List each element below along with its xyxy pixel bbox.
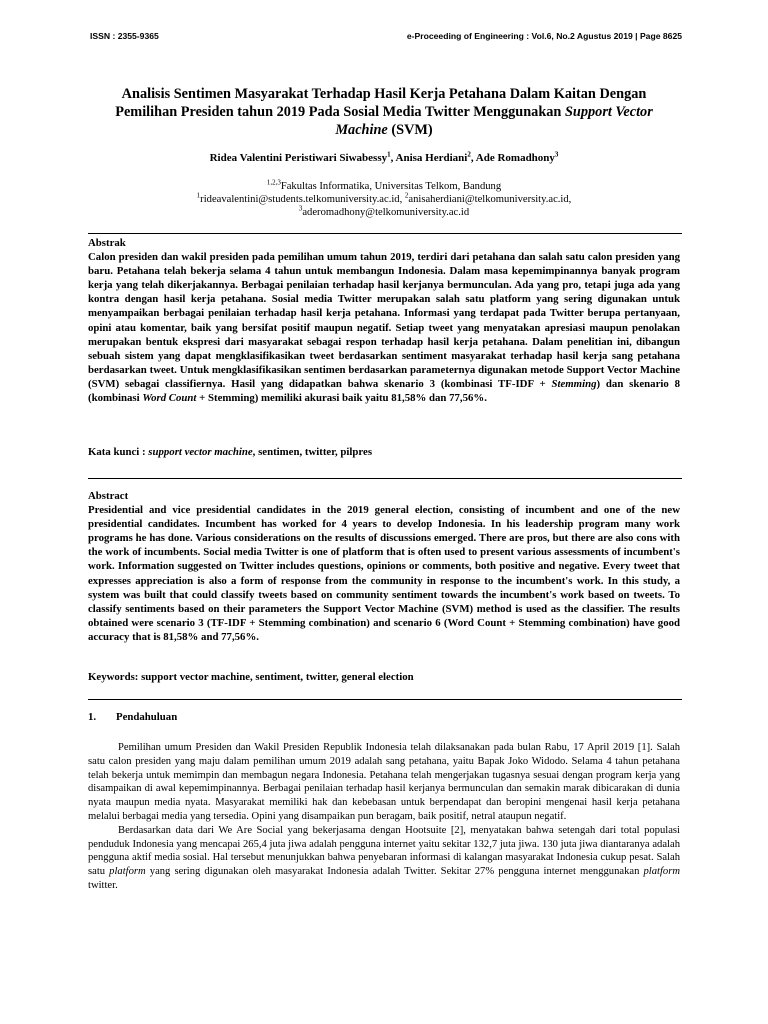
affil-sup: 1,2,3	[266, 178, 281, 187]
title-end: (SVM)	[391, 122, 433, 138]
author-2: Anisa Herdiani	[395, 152, 468, 164]
paper-title	[90, 85, 678, 139]
kata-kunci-italic: support vector machine	[148, 446, 253, 458]
issn: ISSN : 2355-9365	[90, 31, 159, 41]
email-3-sup: 3	[298, 204, 303, 213]
abstrak-text-3: + Stemming) memiliki akurasi baik yaitu 81,58% dan 77,56%.	[199, 392, 487, 405]
p2-italic-1: platform	[109, 866, 146, 878]
abstract-block	[88, 489, 680, 644]
divider-middle	[88, 478, 682, 479]
section-number: 1.	[88, 711, 97, 723]
p2-italic-2: platform	[643, 866, 680, 878]
title-main: Analisis Sentimen Masyarakat Terhadap Hasil Kerja Petahana Dalam Kaitan Dengan Pemilihan Presiden tahun 2019 Pada Sosial Media Twitter Menggunakan	[115, 86, 647, 120]
abstract-heading: Abstract	[88, 490, 129, 502]
abstrak-block	[88, 236, 680, 405]
divider-top	[88, 233, 682, 234]
paragraph-2	[88, 824, 680, 893]
author-3-sup: 3	[554, 150, 559, 159]
author-2-sup: 2	[467, 150, 471, 159]
section-title: Pendahuluan	[116, 711, 178, 723]
kata-kunci	[88, 446, 680, 458]
abstrak-italic-1: Stemming	[551, 377, 597, 390]
p2-text-c: twitter.	[88, 879, 118, 891]
faculty: Fakultas Informatika, Universitas Telkom, Bandung	[280, 181, 502, 192]
section-body	[88, 741, 680, 893]
email-2-sup: 2	[404, 191, 409, 200]
author-3: Ade Romadhony	[475, 152, 555, 164]
kata-kunci-rest: , sentimen, twitter, pilpres	[252, 446, 373, 458]
keywords: Keywords: support vector machine, sentiment, twitter, general election	[88, 671, 414, 683]
abstract-text: Presidential and vice presidential candidates in the 2019 general election, consisting of incumbent and one of the new presidential candidates. Incumbent has worked for 4 years to develop Indonesia. In his leadership program many work programs he has done. Various considerations on the results of discussions emerged. There are pros, but there are also cons with the work of incumbents. Social media Twitter is one of platform that is often used to present various assessments of incumbent's work. Information suggested on Twitter includes questions, opinions or comments, both positive and negative. Every tweet that expresses appreciation is also a form of response from the community in response to the incumbent's work. In this study, a system was built that could classify tweets based on community sentiment towards the incumbent's work based on tweets. To classify sentiments based on their parameters the Support Vector Machine (SVM) method is used as the classifier. The results obtained were scenario 3 (TF-IDF + Stemming combination) and scenario 6 (Word Count + Stemming combination) have good accuracy that is 81,58% and 77,56%.	[88, 504, 680, 643]
kata-kunci-label: Kata kunci :	[88, 446, 146, 458]
section-heading	[88, 711, 177, 723]
email-3: aderomadhony@telkomuniversity.ac.id	[302, 207, 470, 218]
email-1-sup: 1	[196, 191, 201, 200]
paragraph-1: Pemilihan umum Presiden dan Wakil Presiden Republik Indonesia telah dilaksanakan pada bulan Rabu, 17 April 2019 [1]. Salah satu calon presiden yang maju dalam pemilihan umum 2019 adalah sang petahana, yaitu Bapak Joko Widodo. Selama 4 tahun petahana telah bekerja untuk memimpin dan membagun negara Indonesia. Petahana telah mengerjakan tugasnya sesuai dengan program kerja yang disampaikan di awal kepemimpinannya. Berbagai penilaian terhadap hasil kerjanya bermunculan dan semakin marak dibicarakan di dunia nyata maupun media nyata. Masyarakat memiliki hak dan kebebasan untuk berpendapat dan beropini mengenai hasil kerja petahana melalui berbagai media yang tersedia. Opini yang disampaikan pun beragam, baik positif, netral ataupun negatif.	[88, 742, 680, 822]
abstrak-text-1: Calon presiden dan wakil presiden pada pemilihan umum tahun 2019, terdiri dari petahana dan salah satu calon presiden yang baru. Petahana telah bekerja selama 4 tahun untuk membangun Indonesia. Dalam masa kepemimpinannya banyak program kerja yang telah dikerjakannya. Berbagai penilaian terhadap hasil kerjanya bermunculan. Ada yang pro, tetapi juga ada yang kontra dengan hasil kerja petahana. Sosial media Twitter merupakan salah satu platform yang sering digunakan untuk menyampaikan berbagai penilaian terhadap hasil kerja petahana. Informasi yang terdapat pada Twitter berupa pertanyaan, opini atau komentar, baik yang bersifat positif maupun negatif. Setiap tweet yang menyatakan apresiasi maupun penolakan merupakan bentuk ekspresi dari masyarakat sebagai respon terhadap hasil kerja petahana. Dalam penelitian ini, dibangun sebuah sistem yang dapat mengklasifikasikan tweet berdasarkan sentiment masyarakat terhadap hasil kerja sang petahana berdasarkan tweet. Untuk mengklasifikasikan sentimen berdasarkan parameternya digunakan metode Support Vector Machine (SVM) sebagai classifiernya. Hasil yang didapatkan bahwa skenario 3 (kombinasi TF-IDF +	[88, 251, 680, 390]
abstrak-text-2: ) dan skenario 8 (kombinasi	[88, 377, 680, 405]
p2-text-b: yang sering digunakan oleh masyarakat Indonesia adalah Twitter. Sekitar 27% pengguna internet menggunakan	[149, 866, 640, 878]
p2-text-a: Berdasarkan data dari We Are Social yang bekerjasama dengan Hootsuite [2], menyatakan bahwa setengah dari total populasi penduduk Indonesia yang mencapai 265,4 juta jiwa adalah pengguna internet yaitu sekitar 132,7 juta jiwa. 130 juta jiwa diantaranya adalah pengguna aktif media sosial. Hal tersebut menunjukkan bahwa penyebaran informasi di kalangan masyarakat Indonesia cukup pesat. Salah satu	[88, 824, 680, 878]
abstrak-heading: Abstrak	[88, 237, 126, 249]
author-1: Ridea Valentini Peristiwari Siwabessy	[209, 152, 388, 164]
author-1-sup: 1	[387, 150, 391, 159]
email-1: rideavalentini@students.telkomuniversity.ac.id,	[200, 194, 403, 205]
page-header	[90, 31, 682, 45]
affiliations	[90, 180, 678, 219]
email-2: anisaherdiani@telkomuniversity.ac.id,	[408, 194, 572, 205]
abstrak-italic-2: Word Count	[142, 392, 197, 405]
divider-bottom	[88, 699, 682, 700]
author-list: Ridea Valentini Peristiwari Siwabessy$^1$, Anisa Herdiani$^2$, Ade Romadhony$^3$	[209, 150, 559, 164]
journal-info: e-Proceeding of Engineering : Vol.6, No.2 Agustus 2019 | Page 8625	[406, 31, 682, 41]
title-italic: Support Vector Machine	[335, 104, 653, 138]
